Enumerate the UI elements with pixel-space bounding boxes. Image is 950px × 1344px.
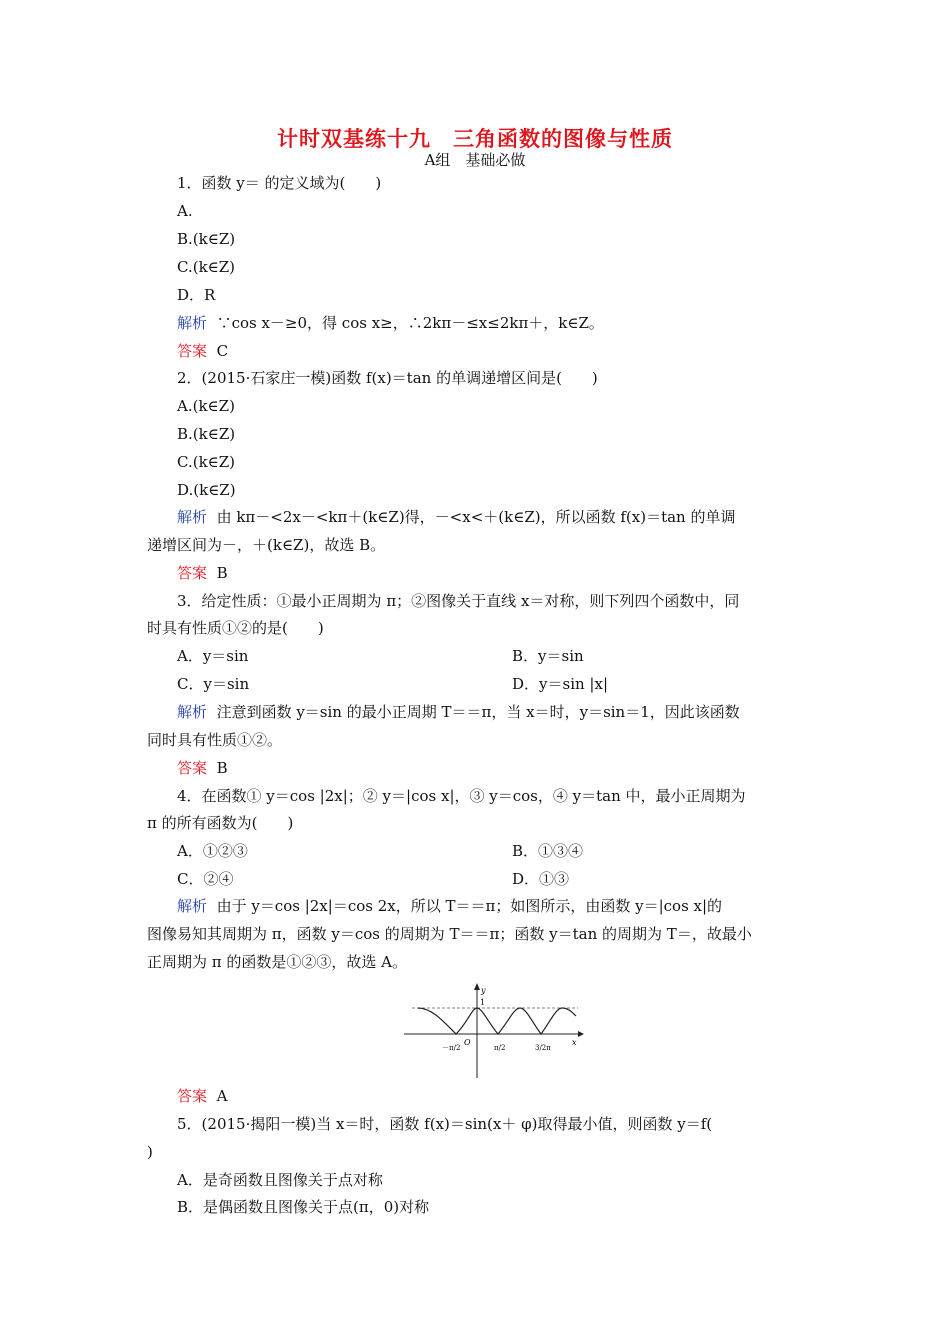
q3-answer: [177, 758, 228, 778]
q4-analysis-cont2: 正周期为 π 的函数是①②③，故选 A。: [147, 953, 407, 971]
q4-option-c: C．②④: [177, 870, 234, 888]
tick-label: 3/2π: [535, 1044, 551, 1052]
q2-option-c: C.(k∈Z): [177, 453, 236, 471]
tick-label: －π/2: [442, 1044, 461, 1052]
answer-label: 答案: [177, 1087, 208, 1105]
q4-answer: [177, 1086, 227, 1106]
q2-stem: 2．(2015·石家庄一模)函数 f(x)＝tan 的单调递增区间是( ): [177, 369, 598, 387]
q2-option-a: A.(k∈Z): [177, 397, 235, 415]
q3-stem-cont: 时具有性质①②的是( ): [147, 619, 324, 637]
one-label: 1: [480, 998, 486, 1007]
q4-answer-value: A: [216, 1087, 228, 1105]
q2-analysis-text: 由 kπ－<2x－<kπ＋(k∈Z)得，－<x<＋(k∈Z)，所以函数 f(x)＝tan 的单调: [216, 508, 736, 526]
analysis-label: 解析: [177, 897, 208, 915]
q1-analysis-text: ∵cos x－≥0，得 cos x≥，∴2kπ－≤x≤2kπ＋，k∈Z。: [216, 314, 604, 332]
q5-stem: 5．(2015·揭阳一模)当 x＝时，函数 f(x)＝sin(x＋ φ)取得最小值，则函数 y＝f(: [177, 1115, 713, 1133]
origin-label: O: [464, 1038, 471, 1047]
q1-analysis: [177, 313, 604, 333]
q3-option-a: A．y＝sin: [177, 647, 249, 665]
q1-stem: 1．函数 y＝ 的定义域为( ): [177, 174, 382, 192]
q5-option-a: A．是奇函数且图像关于点对称: [177, 1171, 383, 1189]
q2-analysis: [177, 507, 736, 527]
q3-option-c: C．y＝sin: [177, 675, 250, 693]
cos-abs-graph: [400, 982, 586, 1082]
x-axis-label: x: [572, 1038, 577, 1047]
q2-answer: [177, 563, 228, 583]
q4-analysis-cont: 图像易知其周期为 π，函数 y＝cos 的周期为 T＝＝π；函数 y＝tan 的周期为 T＝，故最小: [147, 925, 752, 943]
q1-option-d: D．R: [177, 286, 216, 304]
q3-option-d: D．y＝sin |x|: [512, 675, 608, 693]
q4-option-b: B．①③④: [512, 842, 584, 860]
q2-answer-value: B: [216, 564, 228, 582]
q2-analysis-cont: 递增区间为－，＋(k∈Z)，故选 B。: [147, 536, 386, 554]
q1-option-a: A.: [177, 202, 193, 220]
q4-stem: 4．在函数① y＝cos |2x|；② y＝|cos x|，③ y＝cos，④ y＝tan 中，最小正周期为: [177, 787, 746, 805]
y-axis-label: y: [481, 986, 486, 995]
cos-abs-curve: [418, 1008, 576, 1034]
q4-option-d: D．①③: [512, 870, 570, 888]
page-title: 计时双基练十九 三角函数的图像与性质: [277, 127, 673, 151]
q3-analysis-text: 注意到函数 y＝sin 的最小正周期 T＝＝π，当 x＝时，y＝sin＝1，因此该函数: [216, 703, 740, 721]
q5-stem-cont: ): [147, 1143, 153, 1161]
analysis-label: 解析: [177, 314, 208, 332]
q3-stem: 3．给定性质：①最小正周期为 π；②图像关于直线 x＝对称，则下列四个函数中，同: [177, 592, 740, 610]
answer-label: 答案: [177, 759, 208, 777]
q3-answer-value: B: [216, 759, 228, 777]
q3-analysis-cont: 同时具有性质①②。: [147, 731, 283, 749]
analysis-label: 解析: [177, 703, 208, 721]
analysis-label: 解析: [177, 508, 208, 526]
q1-answer-value: C: [216, 342, 229, 360]
q1-answer: [177, 341, 228, 361]
q1-option-b: B.(k∈Z): [177, 230, 236, 248]
q2-option-d: D.(k∈Z): [177, 481, 236, 499]
q1-option-c: C.(k∈Z): [177, 258, 236, 276]
x-axis-arrow: [578, 1031, 584, 1037]
section-subtitle: A组 基础必做: [424, 151, 526, 169]
tick-label: π/2: [494, 1044, 506, 1052]
q3-analysis: [177, 702, 740, 722]
q2-option-b: B.(k∈Z): [177, 425, 236, 443]
q5-option-b: B．是偶函数且图像关于点(π，0)对称: [177, 1198, 430, 1216]
q4-option-a: A．①②③: [177, 842, 248, 860]
answer-label: 答案: [177, 342, 208, 360]
answer-label: 答案: [177, 564, 208, 582]
y-axis-arrow: [474, 983, 480, 990]
q4-analysis: [177, 896, 722, 916]
q4-stem-cont: π 的所有函数为( ): [147, 814, 294, 832]
q3-option-b: B．y＝sin: [512, 647, 584, 665]
q4-analysis-text: 由于 y＝cos |2x|＝cos 2x，所以 T＝＝π；如图所示，由函数 y＝|cos x|的: [216, 897, 723, 915]
